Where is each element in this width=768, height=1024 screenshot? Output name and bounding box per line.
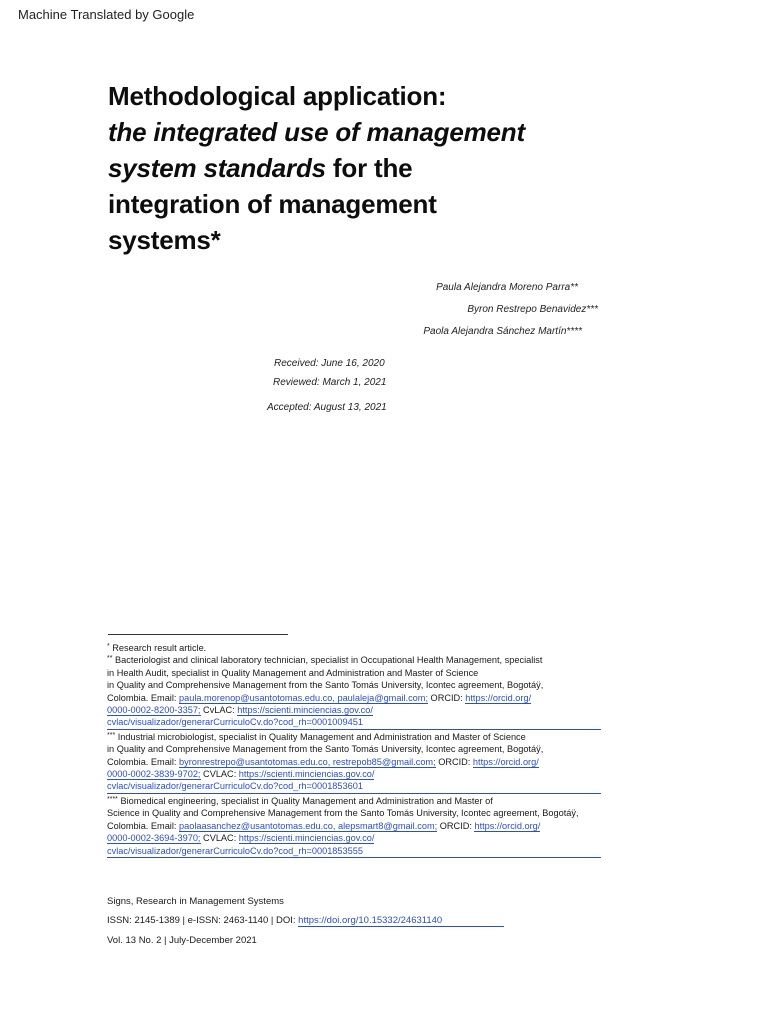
footnote-mark: ** xyxy=(107,655,113,663)
cvlac-label: CVLAC: xyxy=(200,833,239,844)
email-link[interactable]: paolaasanchez@usantotomas.edu.co, alepsmart8@gmail.com; xyxy=(179,820,438,831)
title-line-3-italic: system standards xyxy=(108,153,326,183)
footnote-3 xyxy=(107,731,647,794)
accepted-date: Accepted: August 13, 2021 xyxy=(267,402,387,413)
title-line-5: systems* xyxy=(108,225,221,255)
cvlac-label: CVLAC: xyxy=(200,769,239,780)
translation-banner: Machine Translated by Google xyxy=(18,7,195,22)
footnote-text: in Health Audit, specialist in Quality Management and Administration and Master of Science xyxy=(107,667,479,678)
footnote-text: Biomedical engineering, specialist in Quality Management and Administration and Master of xyxy=(117,795,493,806)
title-line-2-italic: the integrated use of management xyxy=(108,117,525,147)
cvlac-link-cont[interactable]: cvlac/visualizador/generarCurriculoCv.do?cod_rh=0001853555 xyxy=(107,845,363,856)
doi-link[interactable]: https://doi.org/10.15332/24631140 xyxy=(298,915,504,927)
reviewed-date: Reviewed: March 1, 2021 xyxy=(273,377,387,388)
cvlac-link[interactable]: https://scienti.minciencias.gov.co/ xyxy=(237,705,373,716)
footnote-text: Colombia. Email: xyxy=(107,820,179,831)
journal-ids xyxy=(107,915,504,926)
footnote-text: Science in Quality and Comprehensive Management from the Santo Tomás University, Icontec agreement, Bogotáÿ, xyxy=(107,808,579,819)
author-list xyxy=(423,277,598,343)
footnote-1 xyxy=(107,642,647,654)
footnote-text: Industrial microbiologist, specialist in Quality Management and Administration and Master of Science xyxy=(115,731,526,742)
cvlac-link[interactable]: https://scienti.minciencias.gov.co/ xyxy=(238,769,375,780)
footnote-text: Research result article. xyxy=(109,643,207,653)
orcid-link-cont[interactable]: 0000-0002-3839-9702; xyxy=(107,769,201,780)
footnote-divider xyxy=(108,634,288,635)
footnotes xyxy=(107,642,647,859)
received-date: Received: June 16, 2020 xyxy=(274,358,385,369)
cvlac-link[interactable]: https://scienti.minciencias.gov.co/ xyxy=(238,833,375,844)
title-line-4: integration of management xyxy=(108,189,437,219)
footnote-text: in Quality and Comprehensive Management from the Santo Tomás University, Icontec agreement, Bogotáÿ, xyxy=(107,680,544,691)
issn-text: ISSN: 2145-1389 | e-ISSN: 2463-1140 | DOI: xyxy=(107,915,299,926)
footnote-mark: *** xyxy=(107,731,116,739)
footnote-4 xyxy=(107,795,647,858)
orcid-label: ORCID: xyxy=(428,692,466,703)
title-line-3 xyxy=(108,150,628,186)
journal-name: Signs, Research in Management Systems xyxy=(107,896,284,907)
orcid-link[interactable]: https://orcid.org/ xyxy=(474,820,541,831)
orcid-link[interactable]: https://orcid.org/ xyxy=(472,756,539,767)
orcid-link[interactable]: https://orcid.org/ xyxy=(465,692,532,703)
footnote-text: Colombia. Email: xyxy=(107,756,179,767)
orcid-link-cont[interactable]: 0000-0002-8200-3357; xyxy=(107,705,201,716)
footnote-text: Bacteriologist and clinical laboratory technician, specialist in Occupational Health Management, specialist xyxy=(112,655,543,666)
orcid-label: ORCID: xyxy=(437,820,475,831)
orcid-label: ORCID: xyxy=(435,756,473,767)
author-1: Paula Alejandra Moreno Parra** xyxy=(436,282,578,293)
cvlac-label: CvLAC: xyxy=(200,705,238,716)
journal-volume: Vol. 13 No. 2 | July-December 2021 xyxy=(107,935,257,946)
footnote-mark: **** xyxy=(107,795,118,803)
title-line-1: Methodological application: xyxy=(108,81,447,111)
cvlac-link-cont[interactable]: cvlac/visualizador/generarCurriculoCv.do?cod_rh=0001853601 xyxy=(107,781,363,792)
title-line-2 xyxy=(108,114,628,150)
author-2: Byron Restrepo Benavidez*** xyxy=(467,304,598,315)
author-3: Paola Alejandra Sánchez Martín**** xyxy=(423,326,582,337)
email-link[interactable]: byronrestrepo@usantotomas.edu.co, restrepob85@gmail.com; xyxy=(179,756,436,767)
title-line-3-rest: for the xyxy=(325,153,413,183)
footnote-text: in Quality and Comprehensive Management from the Santo Tomás University, Icontec agreement, Bogotáÿ, xyxy=(107,744,544,755)
email-link[interactable]: paula.morenop@usantotomas.edu.co, paulaleja@gmail.com; xyxy=(179,692,428,703)
footnote-text: Colombia. Email: xyxy=(107,692,179,703)
footnote-2 xyxy=(107,654,647,729)
footnote-mark: * xyxy=(107,643,110,650)
article-title xyxy=(108,78,628,258)
orcid-link-cont[interactable]: 0000-0002-3694-3970; xyxy=(107,833,201,844)
cvlac-link-cont[interactable]: cvlac/visualizador/generarCurriculoCv.do?cod_rh=0001009451 xyxy=(107,717,363,728)
